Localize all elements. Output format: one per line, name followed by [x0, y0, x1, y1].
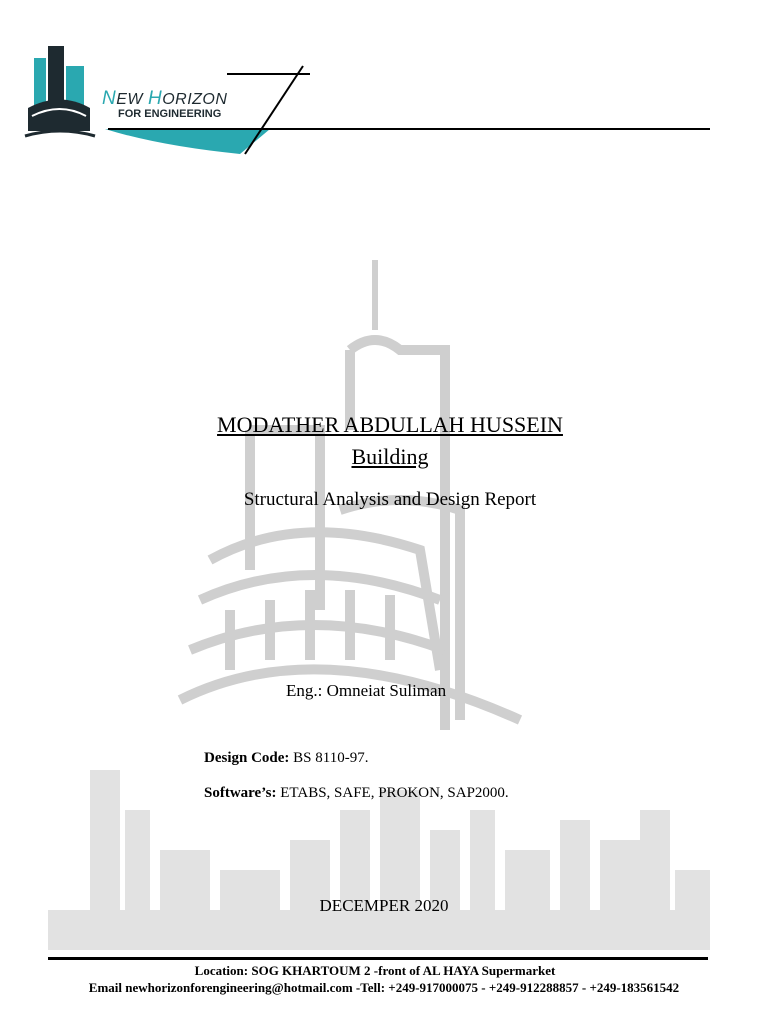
- building-watermark: [0, 250, 768, 960]
- brand-subtitle: FOR ENGINEERING: [118, 108, 222, 120]
- logo-swoosh: [105, 129, 270, 154]
- brand-name: NEW HORIZON: [102, 88, 228, 109]
- building-label: Building: [351, 444, 429, 469]
- report-title: Structural Analysis and Design Report: [243, 489, 537, 510]
- footer-contact: Email newhorizonforengineering@hotmail.com -Tell: +249-917000075 - +249-912288857 - +249-183561542: [88, 980, 680, 995]
- footer-divider: [48, 957, 708, 960]
- report-date: DECEMPER 2020: [319, 896, 449, 915]
- logo-buildings-icon: [25, 46, 95, 136]
- engineer-name: Eng.: Omneiat Suliman: [286, 681, 447, 700]
- design-code: Design Code: BS 8110-97.: [204, 750, 369, 766]
- client-name: MODATHER ABDULLAH HUSSEIN: [217, 412, 563, 437]
- software-list: Software’s: ETABS, SAFE, PROKON, SAP2000.: [204, 785, 509, 801]
- footer-location: Location: SOG KHARTOUM 2 -front of AL HAYA Supermarket: [194, 963, 556, 978]
